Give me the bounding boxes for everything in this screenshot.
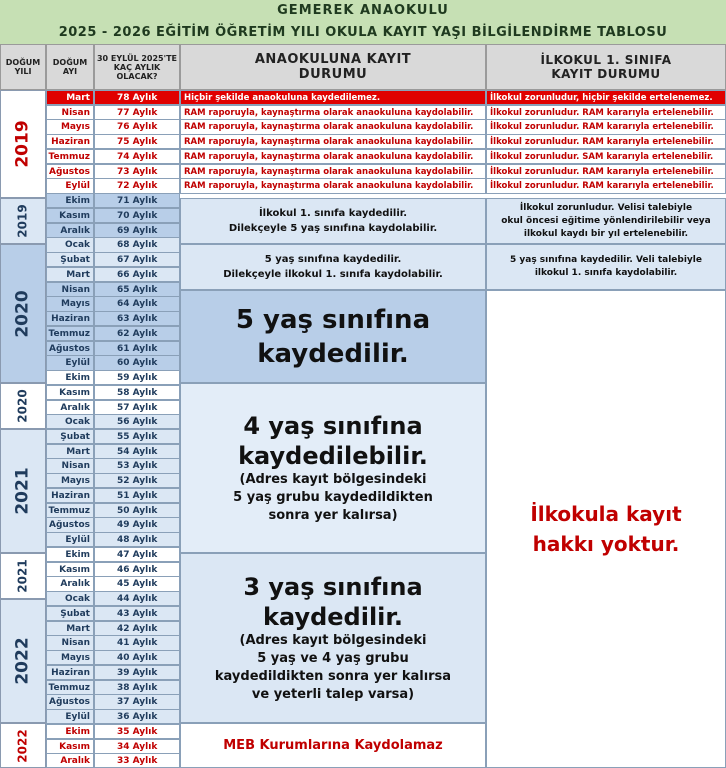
primary-status-cell: İlkokul zorunludur. SAM kararıyla ertelenebilir. (486, 149, 726, 164)
birth-month-cell: Eylül (46, 355, 94, 370)
year-label: 2019 (0, 198, 46, 244)
age-months-cell: 53 Aylık (94, 458, 180, 473)
primary-status-cell: İlkokul zorunludur. RAM kararıyla ertelenebilir. (486, 134, 726, 149)
birth-month-cell: Şubat (46, 606, 94, 621)
preschool-status-4yo-class: 4 yaş sınıfına kaydedilebilir. (Adres kayıt bölgesindeki 5 yaş grubu kaydedildikten sonra yer kalırsa) (180, 383, 486, 553)
birth-month-cell: Mayıs (46, 296, 94, 311)
birth-month-cell: Ekim (46, 193, 94, 208)
birth-month-cell: Kasım (46, 385, 94, 400)
birth-month-cell: Nisan (46, 105, 94, 120)
birth-month-cell: Temmuz (46, 680, 94, 695)
age-months-cell: 46 Aylık (94, 562, 180, 577)
age-months-cell: 34 Aylık (94, 739, 180, 754)
preschool-status-5yo-class: 5 yaş sınıfına kaydedilir. (180, 290, 486, 383)
primary-status-parent-request: 5 yaş sınıfına kaydedilir. Veli talebiyle ilkokul 1. sınıfa kaydolabilir. (486, 244, 726, 290)
age-months-cell: 66 Aylık (94, 267, 180, 282)
preschool-status-cell: Hiçbir şekilde anaokuluna kaydedilemez. (180, 90, 486, 105)
age-months-cell: 52 Aylık (94, 473, 180, 488)
year-label: 2022 (0, 723, 46, 768)
birth-month-cell: Haziran (46, 488, 94, 503)
age-months-cell: 36 Aylık (94, 709, 180, 724)
age-months-cell: 65 Aylık (94, 282, 180, 297)
col-header-age: 30 EYLÜL 2025'TE KAÇ AYLIK OLACAK? (94, 44, 180, 90)
preschool-status-not-eligible: MEB Kurumlarına Kaydolamaz (180, 723, 486, 768)
primary-status-no-right: İlkokula kayıt hakkı yoktur. (486, 290, 726, 768)
birth-month-cell: Temmuz (46, 149, 94, 164)
age-months-cell: 49 Aylık (94, 517, 180, 532)
birth-month-cell: Ağustos (46, 694, 94, 709)
birth-month-cell: Şubat (46, 252, 94, 267)
age-months-cell: 70 Aylık (94, 208, 180, 223)
age-months-cell: 63 Aylık (94, 311, 180, 326)
birth-month-cell: Şubat (46, 429, 94, 444)
birth-month-cell: Aralık (46, 223, 94, 238)
year-label: 2022 (0, 599, 46, 723)
year-label: 2020 (0, 383, 46, 429)
age-months-cell: 60 Aylık (94, 355, 180, 370)
age-months-cell: 41 Aylık (94, 635, 180, 650)
age-months-cell: 64 Aylık (94, 296, 180, 311)
age-months-cell: 37 Aylık (94, 694, 180, 709)
birth-month-cell: Aralık (46, 576, 94, 591)
age-months-cell: 71 Aylık (94, 193, 180, 208)
birth-month-cell: Eylül (46, 709, 94, 724)
age-months-cell: 38 Aylık (94, 680, 180, 695)
preschool-status-cell: RAM raporuyla, kaynaştırma olarak anaokuluna kaydolabilir. (180, 134, 486, 149)
primary-status-cell: İlkokul zorunludur. RAM kararıyla ertelenebilir. (486, 119, 726, 134)
age-months-cell: 74 Aylık (94, 149, 180, 164)
birth-month-cell: Nisan (46, 635, 94, 650)
age-months-cell: 59 Aylık (94, 370, 180, 385)
age-months-cell: 73 Aylık (94, 164, 180, 179)
birth-month-cell: Mayıs (46, 119, 94, 134)
age-months-cell: 50 Aylık (94, 503, 180, 518)
col-header-birth-month: DOĞUM AYI (46, 44, 94, 90)
age-months-cell: 55 Aylık (94, 429, 180, 444)
age-months-cell: 48 Aylık (94, 532, 180, 547)
age-months-cell: 40 Aylık (94, 650, 180, 665)
age-months-cell: 54 Aylık (94, 444, 180, 459)
preschool-status-first-grade: İlkokul 1. sınıfa kaydedilir. Dilekçeyle 5 yaş sınıfına kaydolabilir. (180, 198, 486, 244)
preschool-status-cell: RAM raporuyla, kaynaştırma olarak anaokuluna kaydolabilir. (180, 164, 486, 179)
age-months-cell: 76 Aylık (94, 119, 180, 134)
age-months-cell: 56 Aylık (94, 414, 180, 429)
year-label: 2019 (0, 90, 46, 198)
age-months-cell: 39 Aylık (94, 665, 180, 680)
birth-month-cell: Mayıs (46, 473, 94, 488)
birth-month-cell: Haziran (46, 311, 94, 326)
birth-month-cell: Ekim (46, 547, 94, 562)
year-label: 2021 (0, 429, 46, 553)
birth-month-cell: Kasım (46, 739, 94, 754)
birth-month-cell: Mayıs (46, 650, 94, 665)
age-months-cell: 43 Aylık (94, 606, 180, 621)
age-months-cell: 77 Aylık (94, 105, 180, 120)
birth-month-cell: Temmuz (46, 503, 94, 518)
birth-month-cell: Ekim (46, 724, 94, 739)
birth-month-cell: Eylül (46, 178, 94, 193)
preschool-status-cell: RAM raporuyla, kaynaştırma olarak anaokuluna kaydolabilir. (180, 178, 486, 193)
preschool-status-3yo-class: 3 yaş sınıfına kaydedilir. (Adres kayıt bölgesindeki 5 yaş ve 4 yaş grubu kaydedildikten sonra yer kalırsa ve yeterli talep varsa) (180, 553, 486, 723)
age-months-cell: 47 Aylık (94, 547, 180, 562)
age-months-cell: 68 Aylık (94, 237, 180, 252)
col-header-primary: İLKOKUL 1. SINIFA KAYIT DURUMU (486, 44, 726, 90)
age-months-cell: 42 Aylık (94, 621, 180, 636)
primary-status-cell: İlkokul zorunludur. RAM kararıyla ertelenebilir. (486, 164, 726, 179)
birth-month-cell: Mart (46, 267, 94, 282)
preschool-status-cell: RAM raporuyla, kaynaştırma olarak anaokuluna kaydolabilir. (180, 105, 486, 120)
age-months-cell: 72 Aylık (94, 178, 180, 193)
birth-month-cell: Kasım (46, 208, 94, 223)
birth-month-cell: Aralık (46, 753, 94, 768)
age-months-cell: 61 Aylık (94, 341, 180, 356)
age-months-cell: 58 Aylık (94, 385, 180, 400)
birth-month-cell: Kasım (46, 562, 94, 577)
primary-status-cell: İlkokul zorunludur. RAM kararıyla ertelenebilir. (486, 178, 726, 193)
birth-month-cell: Mart (46, 90, 94, 105)
primary-status-deferrable: İlkokul zorunludur. Velisi talebiyle okul öncesi eğitime yönlendirilebilir veya ilkokul kaydı bir yıl ertelenebilir. (486, 198, 726, 244)
birth-month-cell: Ağustos (46, 341, 94, 356)
primary-status-cell: İlkokul zorunludur, hiçbir şekilde ertelenemez. (486, 90, 726, 105)
birth-month-cell: Haziran (46, 665, 94, 680)
birth-month-cell: Temmuz (46, 326, 94, 341)
age-months-cell: 78 Aylık (94, 90, 180, 105)
col-header-birth-year: DOĞUM YILI (0, 44, 46, 90)
year-label: 2021 (0, 553, 46, 599)
birth-month-cell: Nisan (46, 282, 94, 297)
age-months-cell: 57 Aylık (94, 400, 180, 415)
birth-month-cell: Eylül (46, 532, 94, 547)
primary-status-cell: İlkokul zorunludur. RAM kararıyla ertelenebilir. (486, 105, 726, 120)
year-label: 2020 (0, 244, 46, 383)
birth-month-cell: Nisan (46, 458, 94, 473)
table-title: 2025 - 2026 EĞİTİM ÖĞRETİM YILI OKULA KAYIT YAŞI BİLGİLENDİRME TABLOSU (0, 22, 726, 44)
age-months-cell: 44 Aylık (94, 591, 180, 606)
birth-month-cell: Ocak (46, 591, 94, 606)
age-months-cell: 33 Aylık (94, 753, 180, 768)
birth-month-cell: Haziran (46, 134, 94, 149)
birth-month-cell: Ocak (46, 414, 94, 429)
col-header-preschool: ANAOKULUNA KAYIT DURUMU (180, 44, 486, 90)
birth-month-cell: Ocak (46, 237, 94, 252)
birth-month-cell: Mart (46, 621, 94, 636)
age-months-cell: 51 Aylık (94, 488, 180, 503)
preschool-status-cell: RAM raporuyla, kaynaştırma olarak anaokuluna kaydolabilir. (180, 149, 486, 164)
birth-month-cell: Ekim (46, 370, 94, 385)
age-months-cell: 75 Aylık (94, 134, 180, 149)
age-months-cell: 62 Aylık (94, 326, 180, 341)
preschool-status-5yo-or-first: 5 yaş sınıfına kaydedilir. Dilekçeyle ilkokul 1. sınıfa kaydolabilir. (180, 244, 486, 290)
age-months-cell: 45 Aylık (94, 576, 180, 591)
school-title: GEMEREK ANAOKULU (0, 0, 726, 22)
age-months-cell: 35 Aylık (94, 724, 180, 739)
preschool-status-cell: RAM raporuyla, kaynaştırma olarak anaokuluna kaydolabilir. (180, 119, 486, 134)
age-months-cell: 67 Aylık (94, 252, 180, 267)
birth-month-cell: Aralık (46, 400, 94, 415)
birth-month-cell: Mart (46, 444, 94, 459)
birth-month-cell: Ağustos (46, 164, 94, 179)
birth-month-cell: Ağustos (46, 517, 94, 532)
age-months-cell: 69 Aylık (94, 223, 180, 238)
